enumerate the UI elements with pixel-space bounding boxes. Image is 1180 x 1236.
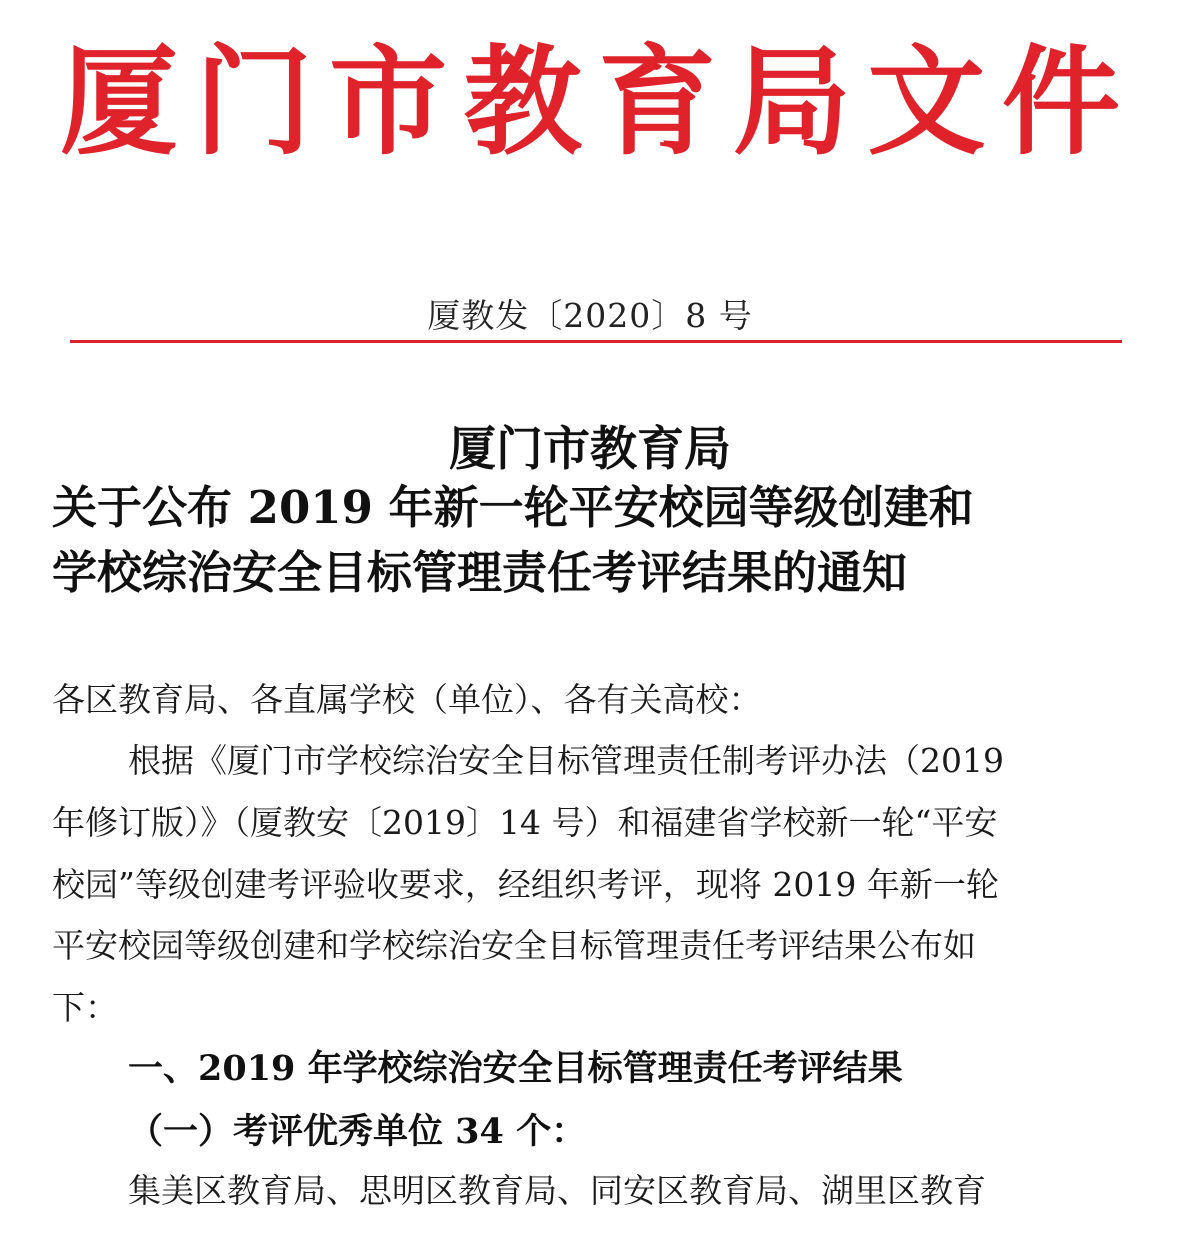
red-divider-line [70,340,1122,343]
title-line-2: 学校综治安全目标管理责任考评结果的通知 [52,546,908,599]
list-line: 集美区教育局、思明区教育局、同安区教育局、湖里区教育 [128,1171,986,1210]
title-line-1: 关于公布 2019 年新一轮平安校园等级创建和 [52,481,974,534]
paragraph-line: 校园”等级创建考评验收要求，经组织考评，现将 2019 年新一轮 [52,865,999,904]
paragraph-line: 根据《厦门市学校综治安全目标管理责任制考评办法（2019 [128,741,1004,780]
salutation: 各区教育局、各直属学校（单位）、各有关高校： [52,680,762,719]
document-number: 厦教发〔2020〕8 号 [427,296,753,335]
paragraph-line: 年修订版）》（厦教安〔2019〕14 号）和福建省学校新一轮“平安 [52,803,998,842]
subsection-heading: （一）考评优秀单位 34 个： [128,1111,587,1152]
section-heading: 一、2019 年学校综治安全目标管理责任考评结果 [128,1048,903,1089]
masthead-title: 厦门市教育局文件 [60,32,1120,171]
paragraph-line: 平安校园等级创建和学校综治安全目标管理责任考评结果公布如 [52,926,976,965]
paragraph-line: 下： [52,988,118,1027]
title-issuer: 厦门市教育局 [449,422,731,477]
